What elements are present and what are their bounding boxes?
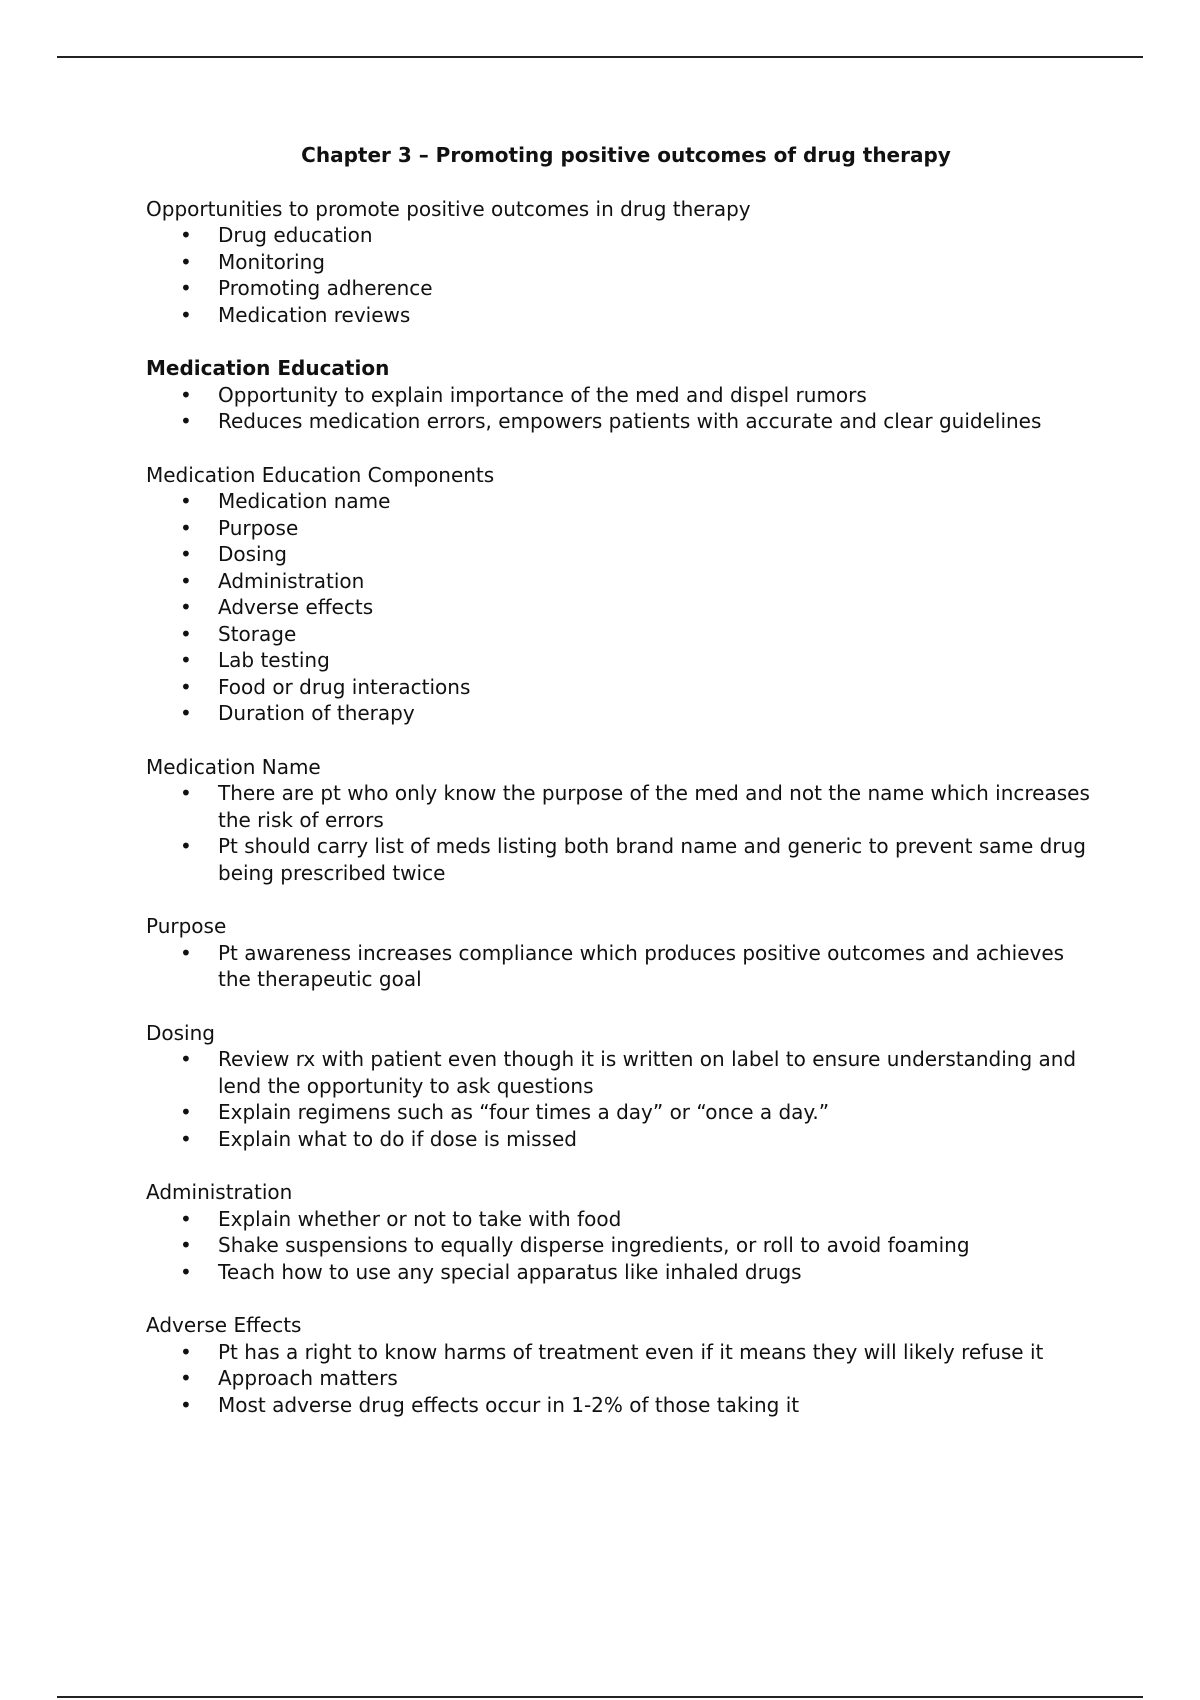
list-item: • Explain what to do if dose is missed bbox=[146, 1126, 1096, 1153]
section-heading-adverse-effects: Adverse Effects bbox=[146, 1313, 302, 1337]
list-item: • Pt should carry list of meds listing both brand name and generic to prevent same drug being prescribed twice bbox=[146, 833, 1096, 886]
section-heading-medication-education: Medication Education bbox=[146, 356, 390, 380]
list-item: • Duration of therapy bbox=[146, 700, 1096, 727]
list-item: • Administration bbox=[146, 568, 1096, 595]
section-heading-administration: Administration bbox=[146, 1180, 293, 1204]
list-item: • Drug education bbox=[146, 222, 1096, 249]
list-item: • Teach how to use any special apparatus like inhaled drugs bbox=[146, 1259, 1096, 1286]
list-item: • Explain whether or not to take with food bbox=[146, 1206, 1096, 1233]
list-item: • Food or drug interactions bbox=[146, 674, 1096, 701]
list-item: • Pt awareness increases compliance which produces positive outcomes and achieves the therapeutic goal bbox=[146, 940, 1096, 993]
list-item: • There are pt who only know the purpose of the med and not the name which increases the risk of errors bbox=[146, 780, 1096, 833]
list-item: • Purpose bbox=[146, 515, 1096, 542]
list-item: • Opportunity to explain importance of the med and dispel rumors bbox=[146, 382, 1096, 409]
page-title: Chapter 3 – Promoting positive outcomes of drug therapy bbox=[301, 143, 951, 167]
list-item: • Storage bbox=[146, 621, 1096, 648]
list-item: • Promoting adherence bbox=[146, 275, 1096, 302]
list-item: • Shake suspensions to equally disperse ingredients, or roll to avoid foaming bbox=[146, 1232, 1096, 1259]
bullet-list-medication-name bbox=[146, 780, 1096, 886]
list-item: • Reduces medication errors, empowers patients with accurate and clear guidelines bbox=[146, 408, 1096, 435]
list-item: • Review rx with patient even though it is written on label to ensure understanding and lend the opportunity to ask questions bbox=[146, 1046, 1096, 1099]
footer-rule bbox=[57, 1696, 1143, 1698]
bullet-list-dosing bbox=[146, 1046, 1096, 1152]
bullet-list-medication-education bbox=[146, 382, 1096, 435]
header-rule bbox=[57, 56, 1143, 58]
section-heading-opportunities: Opportunities to promote positive outcomes in drug therapy bbox=[146, 196, 751, 221]
list-item: • Explain regimens such as “four times a day” or “once a day.” bbox=[146, 1099, 1096, 1126]
bullet-list-administration bbox=[146, 1206, 1096, 1286]
list-item: • Medication reviews bbox=[146, 302, 1096, 329]
section-heading-medication-name: Medication Name bbox=[146, 754, 321, 779]
section-heading-education-components: Medication Education Components bbox=[146, 462, 495, 487]
list-item: • Dosing bbox=[146, 541, 1096, 568]
list-item: • Most adverse drug effects occur in 1-2% of those taking it bbox=[146, 1392, 1096, 1419]
list-item: • Approach matters bbox=[146, 1365, 1096, 1392]
document-body bbox=[146, 142, 1096, 1445]
section-heading-dosing: Dosing bbox=[146, 1020, 215, 1045]
list-item: • Lab testing bbox=[146, 647, 1096, 674]
bullet-list-adverse-effects bbox=[146, 1339, 1096, 1419]
bullet-list-education-components bbox=[146, 488, 1096, 727]
list-item: • Adverse effects bbox=[146, 594, 1096, 621]
bullet-list-opportunities bbox=[146, 222, 1096, 328]
list-item: • Pt has a right to know harms of treatment even if it means they will likely refuse it bbox=[146, 1339, 1096, 1366]
bullet-list-purpose bbox=[146, 940, 1096, 993]
list-item: • Monitoring bbox=[146, 249, 1096, 276]
list-item: • Medication name bbox=[146, 488, 1096, 515]
section-heading-purpose: Purpose bbox=[146, 914, 227, 938]
